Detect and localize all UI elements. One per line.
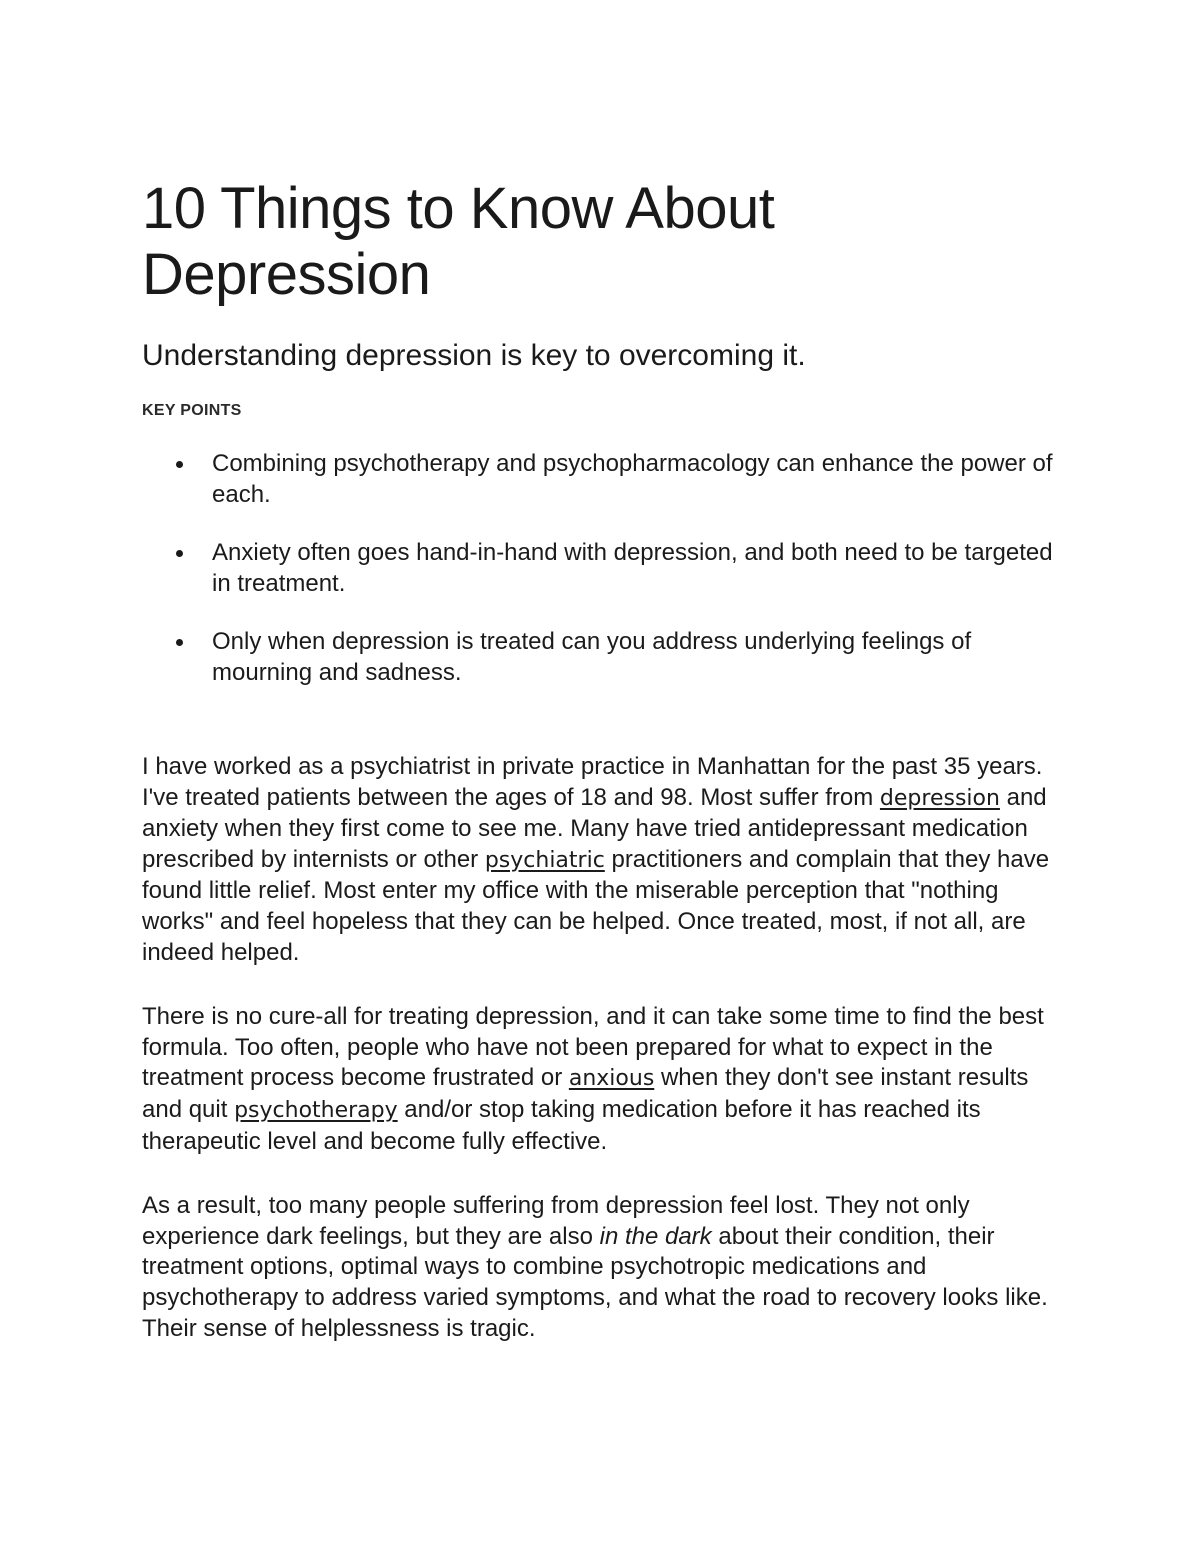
psychiatric-link[interactable]: psychiatric	[484, 847, 605, 873]
body-paragraph-3	[142, 1191, 1072, 1344]
bullet-icon	[176, 550, 183, 557]
paragraph-text: As a result, too many people suffering from depression feel lost. They not only experience dark feelings, but they are also	[142, 1192, 970, 1250]
key-point-item	[212, 537, 1072, 599]
bullet-icon	[176, 461, 183, 468]
key-point-text: Combining psychotherapy and psychopharmacology can enhance the power of each.	[212, 450, 1053, 508]
bullet-icon	[176, 639, 183, 646]
anxious-link[interactable]: anxious	[568, 1066, 655, 1092]
body-paragraph-2	[142, 1002, 1072, 1157]
key-points-list	[142, 448, 1072, 688]
article-title: 10 Things to Know About Depression	[142, 176, 775, 307]
key-points-label: KEY POINTS	[142, 402, 242, 419]
paragraph-text: practitioners and complain that they have found little relief. Most enter my office with the miserable perception that "nothing works" and feel hopeless that they can be helped. Once treated, most, if not all, are indeed helped.	[142, 845, 1050, 966]
emphasis-text: in the dark	[599, 1222, 712, 1250]
paragraph-text: I have worked as a psychiatrist in private practice in Manhattan for the past 35 years. I've treated patients between the ages of 18 and 98. Most suffer from	[142, 753, 1043, 811]
key-point-item	[212, 448, 1072, 510]
paragraph-text: and anxiety when they first come to see me. Many have tried antidepressant medication prescribed by internists or other	[142, 783, 1047, 873]
paragraph-text: about their condition, their treatment options, optimal ways to combine psychotropic medications and psychotherapy to address varied symptoms, and what the road to recovery looks like. Their sense of helplessness is tragic.	[142, 1222, 1048, 1342]
key-point-text: Anxiety often goes hand-in-hand with depression, and both need to be targeted in treatment.	[212, 539, 1053, 597]
paragraph-text: and/or stop taking medication before it has reached its therapeutic level and become fully effective.	[142, 1095, 981, 1155]
key-point-item	[212, 626, 1072, 688]
psychotherapy-link[interactable]: psychotherapy	[234, 1097, 398, 1123]
body-paragraph-1	[142, 752, 1072, 968]
key-point-text: Only when depression is treated can you address underlying feelings of mourning and sadness.	[212, 628, 972, 686]
paragraph-text: There is no cure-all for treating depression, and it can take some time to find the best formula. Too often, people who have not been prepared for what to expect in the treatment process become frustrated or	[142, 1003, 1044, 1092]
paragraph-text: when they don't see instant results and quit	[142, 1064, 1029, 1123]
depression-link[interactable]: depression	[879, 785, 1000, 811]
article	[142, 176, 1072, 1344]
article-subtitle: Understanding depression is key to overcoming it.	[142, 339, 806, 372]
